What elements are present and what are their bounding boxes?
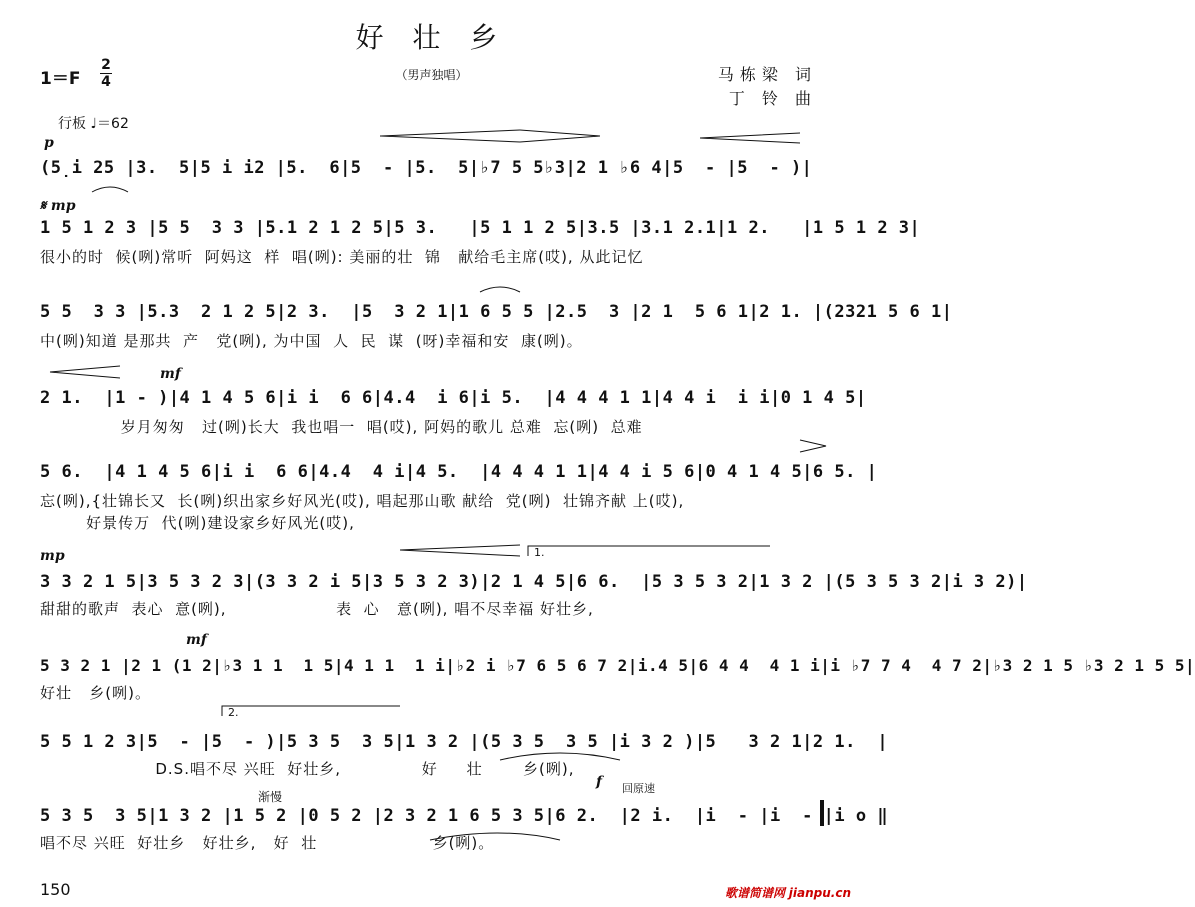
page-number: 150 bbox=[40, 880, 71, 899]
notation-row-7: 5 3 2 1 |2 1 (1 2|♭3 1 1 1 5|4 1 1 1 i|♭2 i ♭7 6 5 6 7 2|i.4 5|6 4 4 4 1 i|i ♭7 7 4 4 7 2|♭3 2 1 5 ♭3 2 1 5 5| bbox=[40, 656, 1195, 675]
lyric-row-8: D.S.唱不尽 兴旺 好壮乡, 好 壮 乡(咧), bbox=[40, 760, 575, 778]
time-signature-top: 2 bbox=[101, 57, 111, 73]
notation-row-8: 5 5 1 2 3|5 - |5 - )|5 3 5 3 5|1 3 2 |(5 3 5 3 5 |i 3 2 )|5 3 2 1|2 1. | bbox=[40, 732, 889, 752]
lyric-row-3: 中(咧)知道 是那共 产 党(咧), 为中国 人 民 谋 (呀)幸福和安 康(咧)。 bbox=[40, 332, 583, 350]
watermark-name: 歌谱简谱网 bbox=[724, 886, 785, 900]
marking-jianman: 渐慢 bbox=[258, 790, 283, 804]
lyric-row-4: 岁月匆匆 过(咧)长大 我也唱一 唱(哎), 阿妈的歌儿 总难 忘(咧) 总难 bbox=[40, 418, 643, 436]
notation-row-4: 2 1. |1 - )|4 1 4 5 6|i i 6 6|4.4 i 6|i 5. |4 4 4 1 1|4 4 i i i|0 1 4 5| bbox=[40, 388, 867, 408]
notation-row-2: 1 5 1 2 3 |5 5 3 3 |5.1 2 1 2 5|5 3. |5 1 1 2 5|3.5 |3.1 2.1|1 2. |1 5 1 2 3| bbox=[40, 218, 921, 238]
dynamic-mp-2: mp bbox=[40, 548, 65, 564]
notation-row-1: (5̣i 25 |3. 5|5 i i2 |5. 6|5 - |5. 5|♭7 5 5♭3|2 1 ♭6 4|5 - |5 - )| bbox=[40, 158, 813, 178]
time-signature-bottom: 4 bbox=[101, 74, 111, 90]
notation-row-9: 5 3 5 3 5|1 3 2 |1 5 2 |0 5 2 |2 3 2 1 6 5 3 5|6 2. |2 i. |i - |i - |i o ‖ bbox=[40, 806, 889, 826]
dynamic-mf: mf bbox=[160, 366, 181, 382]
lyric-row-5: 忘(咧),{壮锦长又 长(咧)织出家乡好风光(哎), 唱起那山歌 献给 党(咧) 壮锦齐献 上(哎), bbox=[40, 492, 685, 510]
dynamic-segno-mp: 𝄋 mp bbox=[40, 198, 76, 214]
notation-row-3: 5 5 3 3 |5.3 2 1 2 5|2 3. |5 3 2 1|1 6 5 5 |2.5 3 |2 1 5 6 1|2 1. |(2321 5 6 1| bbox=[40, 302, 953, 322]
lyric-row-2: 很小的时 候(咧)常听 阿妈这 样 唱(咧): 美丽的壮 锦 献给毛主席(哎), 从此记忆 bbox=[40, 248, 644, 266]
composer-credit: 丁 铃 曲 bbox=[728, 89, 817, 108]
tempo-marking: 行板 ♩＝62 bbox=[58, 116, 129, 132]
lyric-row-7: 好壮 乡(咧)。 bbox=[40, 684, 152, 702]
site-watermark bbox=[725, 884, 851, 901]
watermark-domain: jianpu.cn bbox=[788, 886, 851, 900]
dynamic-mf-2: mf bbox=[186, 632, 207, 648]
song-subtitle: （男声独唱） bbox=[395, 68, 468, 82]
key-signature: 1＝F bbox=[40, 69, 81, 89]
song-title: 好 壮 乡 bbox=[355, 21, 508, 54]
dynamic-p: p bbox=[44, 135, 54, 151]
volta-1-label: 1. bbox=[534, 546, 545, 559]
volta-2-label: 2. bbox=[228, 706, 239, 719]
marking-huiyuansu: 回原速 bbox=[622, 782, 655, 795]
lyric-row-6: 甜甜的歌声 表心 意(咧), 表 心 意(咧), 唱不尽幸福 好壮乡, bbox=[40, 600, 594, 618]
notation-row-5: 5 6. |4 1 4 5 6|i i 6 6|4.4 4 i|4 5. |4 4 4 1 1|4 4 i 5 6|0 4 1 4 5|6 5. | bbox=[40, 462, 878, 482]
dynamic-f: f bbox=[596, 774, 603, 790]
lyric-row-5-verse-2: 好景传万 代(咧)建设家乡好风光(哎), bbox=[40, 514, 355, 532]
lyricist-credit: 马栋梁 词 bbox=[717, 65, 817, 84]
notation-row-6: 3 3 2 1 5|3 5 3 2 3|(3 3 2 i 5|3 5 3 2 3)|2 1 4 5|6 6. |5 3 5 3 2|1 3 2 |(5 3 5 3 2|i 3 2)| bbox=[40, 572, 1028, 592]
lyric-row-9: 唱不尽 兴旺 好壮乡 好壮乡, 好 壮 乡(咧)。 bbox=[40, 834, 495, 852]
